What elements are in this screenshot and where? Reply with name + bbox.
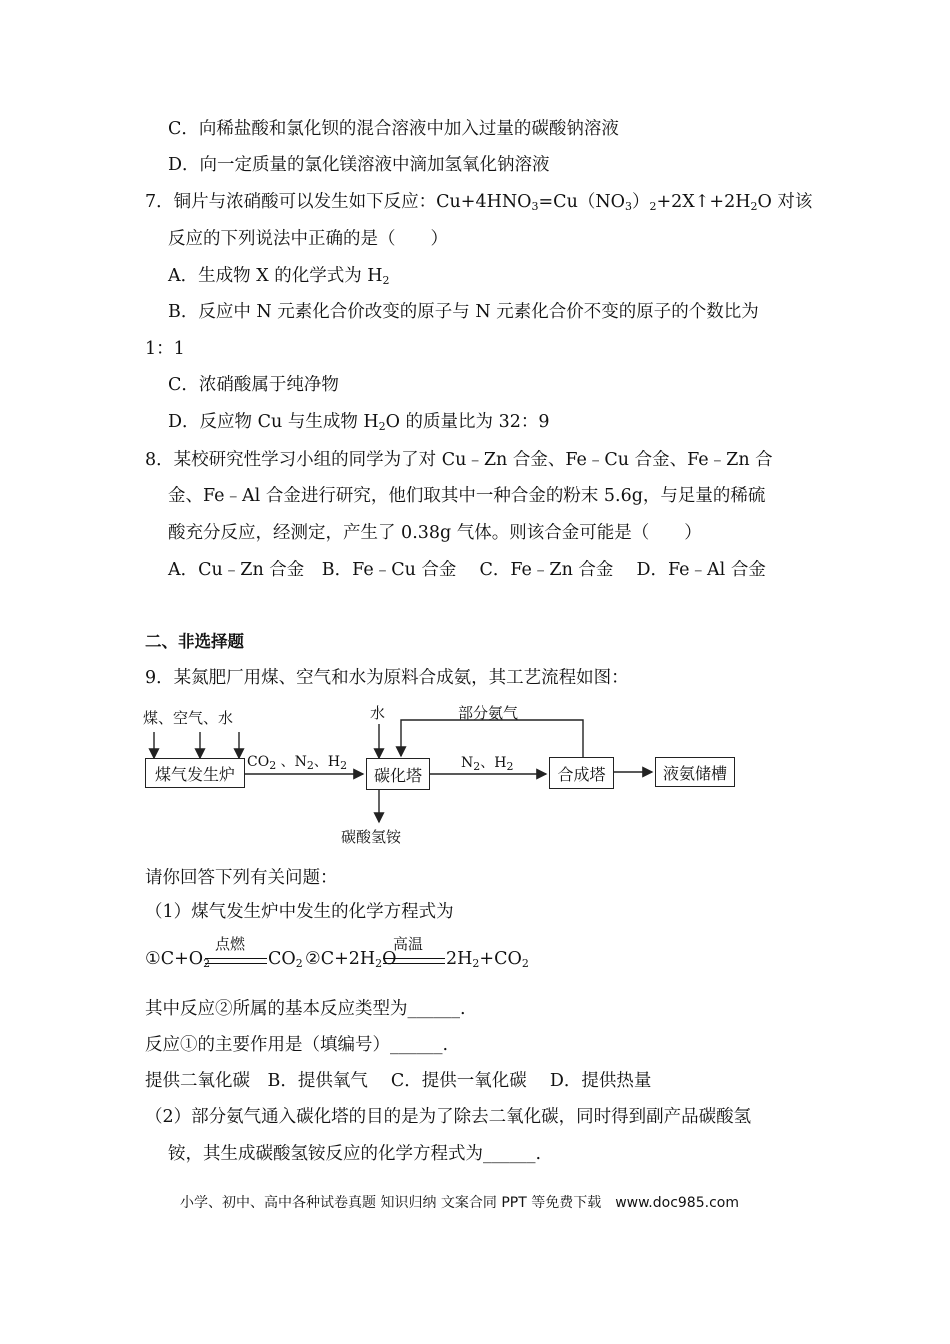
q8-stem-line2: 金、Fe﹣Al 合金进行研究，他们取其中一种合金的粉末 5.6g，与足量的稀硫: [168, 486, 766, 506]
eq1-equals: [205, 958, 267, 964]
inputs-label: 煤、空气、水: [143, 709, 234, 727]
equations: [145, 933, 645, 983]
eq2-condition: 高温: [393, 935, 424, 953]
q6-option-d: D．向一定质量的氯化镁溶液中滴加氢氧化钠溶液: [168, 155, 550, 175]
eq1-products: $CO_2$: [268, 949, 303, 970]
gas-generator-box: 煤气发生炉: [145, 758, 245, 788]
water-label: 水: [370, 704, 386, 722]
process-flow-diagram: [140, 698, 750, 858]
q9-stem: 9．某氮肥厂用煤、空气和水为原料合成氨，其工艺流程如图：: [145, 668, 629, 688]
q7-option-b: B．反应中 N 元素化合价改变的原子与 N 元素化合价不变的原子的个数比为: [168, 302, 759, 322]
q7-stem-continued: 反应的下列说法中正确的是（ ）: [168, 229, 448, 249]
eq2-equals: [383, 958, 445, 964]
synthesis-tower-box: 合成塔: [549, 757, 614, 789]
q6-option-c: C．向稀盐酸和氯化钡的混合溶液中加入过量的碳酸钠溶液: [168, 119, 619, 139]
flow-label-1: $CO_2$ 、$N_2$、$H_2$: [247, 754, 348, 772]
flow-label-2: $N_2$、$H_2$: [461, 755, 514, 773]
q9-role: 反应①的主要作用是（填编号）______.: [145, 1035, 449, 1055]
q9-role-options: 提供二氧化碳 B．提供氧气 C．提供一氧化碳 D．提供热量: [145, 1071, 652, 1091]
q9-part2-line1: （2）部分氨气通入碳化塔的目的是为了除去二氧化碳，同时得到副产品碳酸氢: [145, 1107, 752, 1127]
q7-option-b-continued: 1：1: [145, 339, 185, 359]
q8-stem-line1: 8．某校研究性学习小组的同学为了对 Cu﹣Zn 合金、Fe﹣Cu 合金、Fe﹣Zn 合: [145, 450, 773, 470]
q8-stem-line3: 酸充分反应，经测定，产生了 0.38g 气体。则该合金可能是（ ）: [168, 523, 702, 543]
carbonization-tower-box: 碳化塔: [366, 758, 430, 790]
liquid-ammonia-tank-box: 液氨储槽: [655, 757, 735, 787]
q7-option-d: D．反应物 Cu 与生成物 $H_2O$ 的质量比为 32：9: [168, 412, 550, 433]
q7-stem: 7．铜片与浓硝酸可以发生如下反应：$Cu+4HNO_3=Cu(NO_3)_2+2X↑+2H_2O$ 对该: [145, 192, 813, 213]
page-footer: 小学、初中、高中各种试卷真题 知识归纳 文案合同 PPT 等免费下载 www.doc985.com: [180, 1195, 739, 1211]
section-title: 二、非选择题: [145, 632, 244, 651]
q8-options: A．Cu﹣Zn 合金 B．Fe﹣Cu 合金 C．Fe﹣Zn 合金 D．Fe﹣Al 合金: [168, 560, 766, 580]
eq2-products: $2H_2+CO_2$: [446, 949, 529, 970]
eq1-reactants: $①C+O_2$: [145, 949, 211, 970]
product-label: 碳酸氢铵: [341, 828, 402, 846]
q9-part1: （1）煤气发生炉中发生的化学方程式为: [145, 902, 454, 922]
eq1-condition: 点燃: [215, 935, 246, 953]
q9-reaction-type: 其中反应②所属的基本反应类型为______.: [145, 999, 466, 1019]
recycle-label: 部分氨气: [458, 704, 519, 722]
q9-ask: 请你回答下列有关问题：: [145, 868, 338, 888]
q9-part2-line2: 铵，其生成碳酸氢铵反应的化学方程式为______.: [168, 1144, 542, 1164]
q7-option-c: C．浓硝酸属于纯净物: [168, 375, 339, 395]
q7-option-a: A．生成物 X 的化学式为 $H_2$: [168, 266, 390, 287]
eq2-reactants: $②C+2H_2O$: [305, 949, 397, 970]
